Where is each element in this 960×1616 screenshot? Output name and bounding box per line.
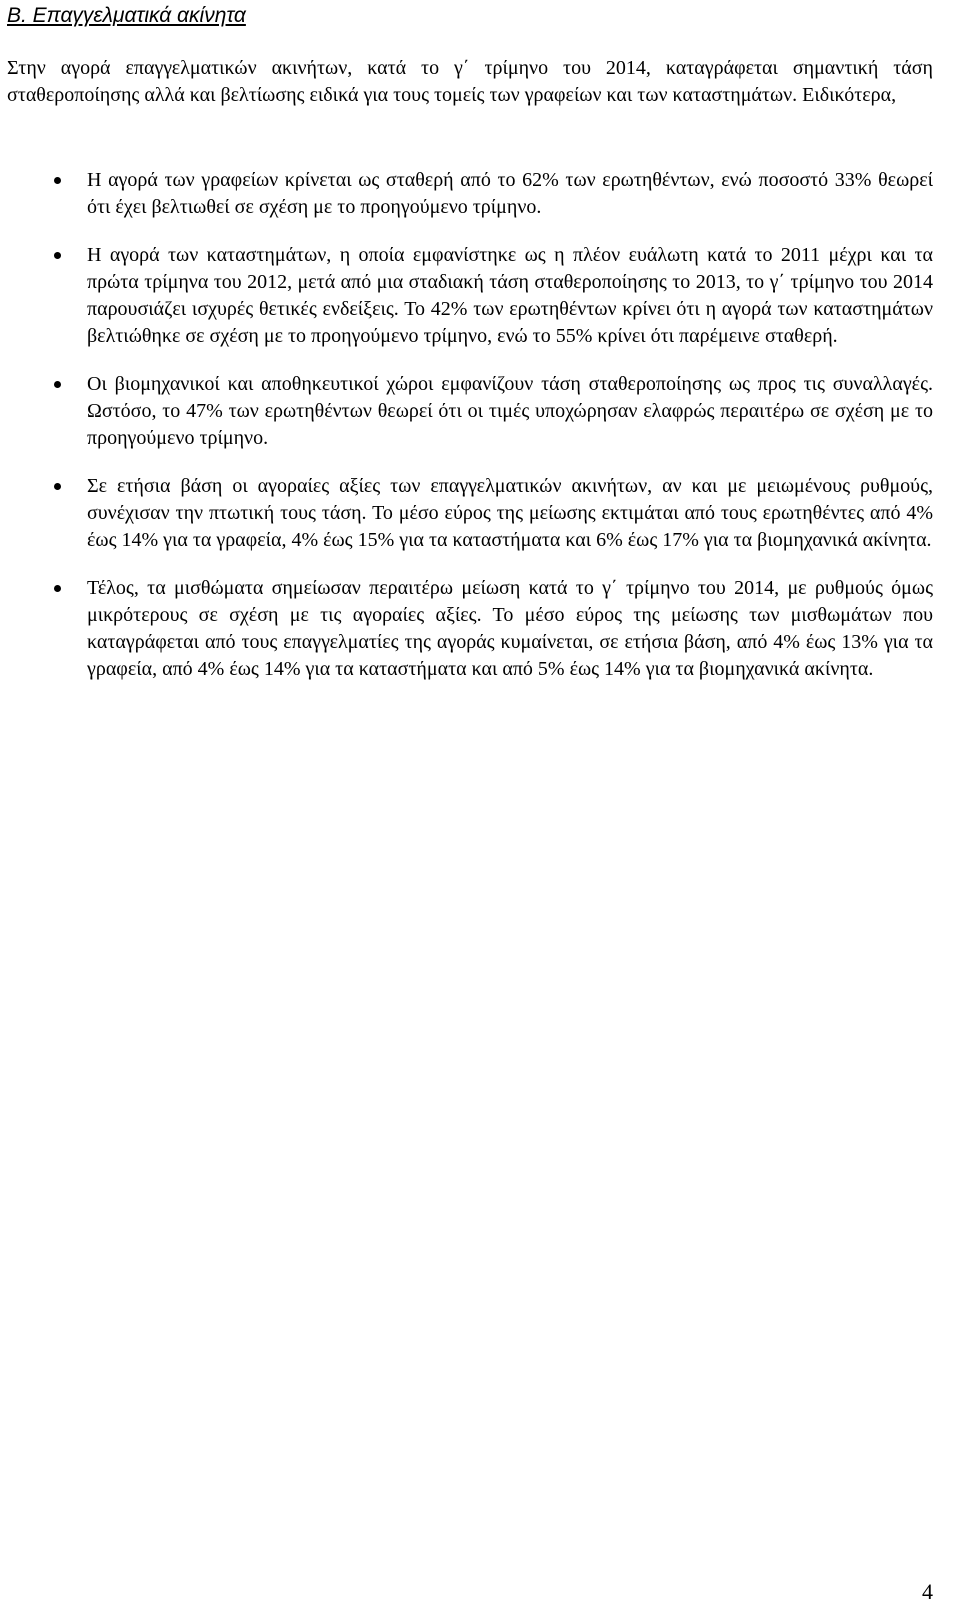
bullet-text: Τέλος, τα μισθώματα σημείωσαν περαιτέρω μείωση κατά το γ΄ τρίμηνο του 2014, με ρυθμούς όμως μικρότερους σε σχέση με τις αγοραίες αξίες. Το μέσο εύρος της μείωσης των μισθωμάτων που καταγράφεται από τους επαγγελματίες της αγοράς κυμαίνεται, σε ετήσια βάση, από 4% έως 13% για τα γραφεία, από 4% έως 14% για τα καταστήματα και από 5% έως 14% για τα βιομηχανικά ακίνητα. [87,577,933,680]
bullet-item-retail [7,242,933,350]
bullet-item-offices [7,167,933,221]
section-heading: Β. Επαγγελματικά ακίνητα [7,4,246,27]
bullet-dot-icon [54,585,61,592]
bullet-text: Η αγορά των γραφείων κρίνεται ως σταθερή από το 62% των ερωτηθέντων, ενώ ποσοστό 33% θεωρεί ότι έχει βελτιωθεί σε σχέση με το προηγούμενο τρίμηνο. [87,169,933,218]
bullet-text: Η αγορά των καταστημάτων, η οποία εμφανίστηκε ως η πλέον ευάλωτη κατά το 2011 μέχρι και τα πρώτα τρίμηνα του 2012, μετά από μια σταδιακή τάση σταθεροποίησης το 2013, το γ΄ τρίμηνο του 2014 παρουσιάζει ισχυρές θετικές ενδείξεις. Το 42% των ερωτηθέντων κρίνει ότι η αγορά των καταστημάτων βελτιώθηκε σε σχέση με το προηγούμενο τρίμηνο, ενώ το 55% κρίνει ότι παρέμεινε σταθερή. [87,244,933,347]
bullet-dot-icon [54,177,61,184]
bullet-list [7,167,933,683]
page-number: 4 [922,1579,933,1604]
bullet-item-market-values [7,473,933,554]
intro-paragraph: Στην αγορά επαγγελματικών ακινήτων, κατά το γ΄ τρίμηνο του 2014, καταγράφεται σημαντική τάση σταθεροποίησης αλλά και βελτίωσης ειδικά για τους τομείς των γραφείων και των καταστημάτων. Ειδικότερα, [7,57,933,106]
bullet-item-rents [7,575,933,683]
bullet-dot-icon [54,483,61,490]
bullet-text: Σε ετήσια βάση οι αγοραίες αξίες των επαγγελματικών ακινήτων, αν και με μειωμένους ρυθμούς, συνέχισαν την πτωτική τους τάση. Το μέσο εύρος της μείωσης εκτιμάται από τους ερωτηθέντες από 4% έως 14% για τα γραφεία, 4% έως 15% για τα καταστήματα και 6% έως 17% για τα βιομηχανικά ακίνητα. [87,475,933,551]
bullet-item-industrial [7,371,933,452]
bullet-text: Οι βιομηχανικοί και αποθηκευτικοί χώροι εμφανίζουν τάση σταθεροποίησης ως προς τις συναλλαγές. Ωστόσο, το 47% των ερωτηθέντων θεωρεί ότι οι τιμές υποχώρησαν ελαφρώς περαιτέρω σε σχέση με το προηγούμενο τρίμηνο. [87,373,933,449]
bullet-dot-icon [54,381,61,388]
bullet-dot-icon [54,252,61,259]
